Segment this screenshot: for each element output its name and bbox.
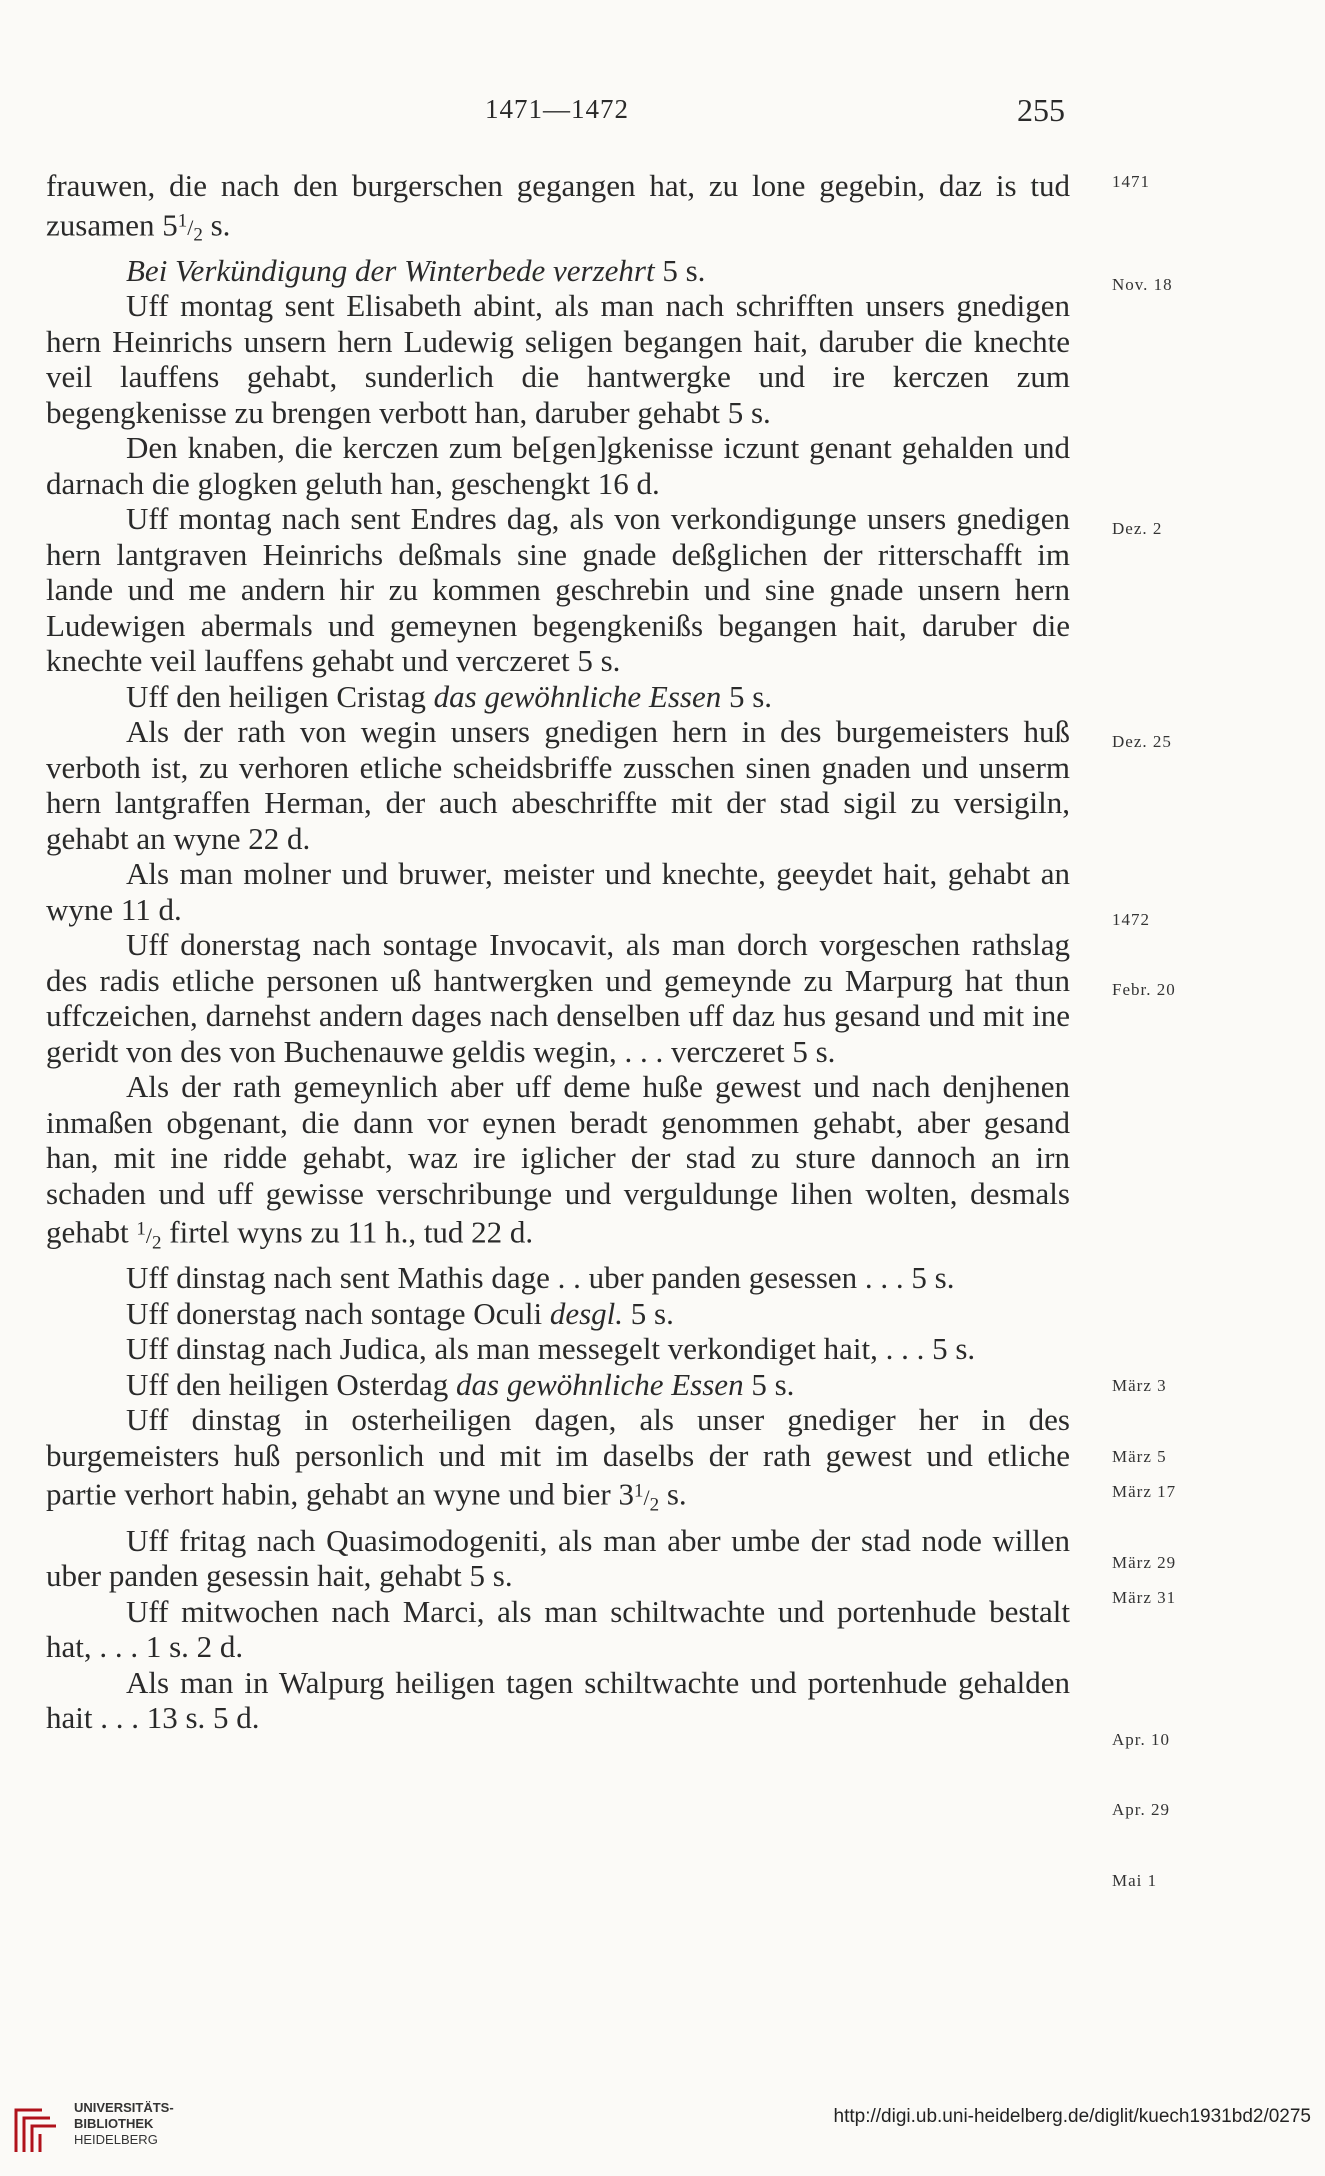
running-title: 1471—1472	[485, 94, 629, 124]
margin-date: Dez. 25	[1112, 732, 1172, 751]
paragraph: Uff den heiligen Osterdag das gewöhnliche Essen 5 s.	[126, 1366, 795, 1402]
paragraph: Als der rath von wegin unsers gnedigen hern in des burgemeisters huß verboth ist, zu verhoren etliche scheidsbriffe zusschen sinen gnaden und unserm hern lantgraffen Herman, der auch abeschriffte mit der stad sigil zu versigiln, gehabt an wyne 22 d.	[46, 714, 1070, 856]
paragraph: Den knaben, die kerczen zum be[gen]gkenisse iczunt genant gehalden und darnach die glogken geluth han, geschengkt 16 d.	[46, 430, 1070, 501]
paragraph: Als man in Walpurg heiligen tagen schiltwachte und portenhude gehalden hait . . . 13 s. 5 d.	[46, 1664, 1070, 1736]
margin-date: März 31	[1112, 1588, 1177, 1607]
paragraph: frauwen, die nach den burgerschen gegangen hat, zu lone gegebin, daz is tud zusamen $5^1/_2$ s.	[46, 168, 1070, 246]
margin-date: März 3	[1112, 1376, 1167, 1395]
paragraph: Uff den heiligen Cristag das gewöhnliche Essen 5 s.	[126, 678, 773, 714]
library-line: UNIVERSITÄTS-	[74, 2100, 174, 2115]
library-logo-icon	[12, 2096, 58, 2156]
page-number: 255	[1017, 92, 1065, 128]
margin-date: Mai 1	[1112, 1871, 1158, 1890]
paragraph: Uff donerstag nach sontage Oculi desgl. 5 s.	[126, 1295, 674, 1331]
paragraph: Uff mitwochen nach Marci, als man schiltwachte und portenhude bestalt hat, . . . 1 s. 2 d.	[46, 1593, 1070, 1665]
library-line: HEIDELBERG	[74, 2132, 158, 2147]
margin-date: Febr. 20	[1112, 980, 1176, 999]
margin-date: Nov. 18	[1112, 275, 1173, 294]
body-text	[46, 168, 1070, 1736]
margin-date: Apr. 29	[1112, 1800, 1170, 1819]
paragraph: Uff montag sent Elisabeth abint, als man nach schrifften unsers gnedigen hern Heinrichs unsern hern Ludewig seligen begangen hait, daruber die knechte veil lauffens gehabt, sunderlich die hantwergke und ire kerczen zum begengkenisse zu brengen verbott han, daruber gehabt 5 s.	[46, 288, 1070, 430]
paragraph: Uff donerstag nach sontage Invocavit, als man dorch vorgeschen rathslag des radis etliche personen uß hantwergken und gemeynde zu Marpurg hat thun uffczeichen, darnehst andern dages nach denselben uff daz hus gesand und mit ine geridt von des von Buchenauwe geldis wegin, . . . verczeret 5 s.	[46, 927, 1070, 1069]
paragraph: Uff dinstag in osterheiligen dagen, als unser gnediger her in des burgemeisters huß personlich und mit im daselbs der rath gewest und etliche partie verhort habin, gehabt an wyne und bier $3^1/_2$ s.	[46, 1402, 1070, 1516]
paragraph: Uff dinstag nach sent Mathis dage . . uber panden gesessen . . . 5 s.	[126, 1260, 955, 1296]
paragraph: Uff fritag nach Quasimodogeniti, als man aber umbe der stad node willen uber panden gesessin hait, gehabt 5 s.	[46, 1522, 1070, 1594]
margin-date: März 17	[1112, 1482, 1177, 1501]
library-name	[74, 2100, 174, 2148]
margin-date: März 29	[1112, 1553, 1177, 1572]
margin-date: Dez. 2	[1112, 519, 1163, 538]
paragraph: Uff dinstag nach Judica, als man messegelt verkondiget hait, . . . 5 s.	[126, 1331, 976, 1367]
paragraph: Uff montag nach sent Endres dag, als von verkondigunge unsers gnedigen hern lantgraven Heinrichs deßmals sine gnade deßglichen der ritterschafft im lande und me andern hir zu kommen geschrebin und sine gnade unsern hern Ludewigen abermals und gemeynen begengkenißs begangen hait, daruber die knechte veil lauffens gehabt und verczeret 5 s.	[46, 501, 1070, 679]
margin-date: Apr. 10	[1112, 1730, 1170, 1749]
library-line: BIBLIOTHEK	[74, 2116, 154, 2131]
margin-date: 1471	[1112, 172, 1150, 191]
source-link[interactable]: http://digi.ub.uni-heidelberg.de/diglit/kuech1931bd2/0275	[833, 2106, 1311, 2127]
paragraph: Als man molner und bruwer, meister und knechte, geeydet hait, gehabt an wyne 11 d.	[46, 856, 1070, 927]
footer	[0, 2080, 1325, 2176]
paragraph: Bei Verkündigung der Winterbede verzehrt 5 s.	[126, 252, 706, 288]
paragraph: Als der rath gemeynlich aber uff deme huße gewest und nach denjhenen inmaßen obgenant, die dann vor eynen beradt genommen gehabt, aber gesand han, mit ine ridde gehabt, waz ire iglicher der stad zu sture dannoch an irn schaden und uff gewisse verschribunge und verguldunge lihen wolten, desmals gehabt $^1/_2$ firtel wyns zu 11 h., tud 22 d.	[46, 1069, 1070, 1253]
margin-date: März 5	[1112, 1447, 1167, 1466]
margin-date: 1472	[1112, 910, 1150, 929]
running-header	[0, 92, 1325, 132]
